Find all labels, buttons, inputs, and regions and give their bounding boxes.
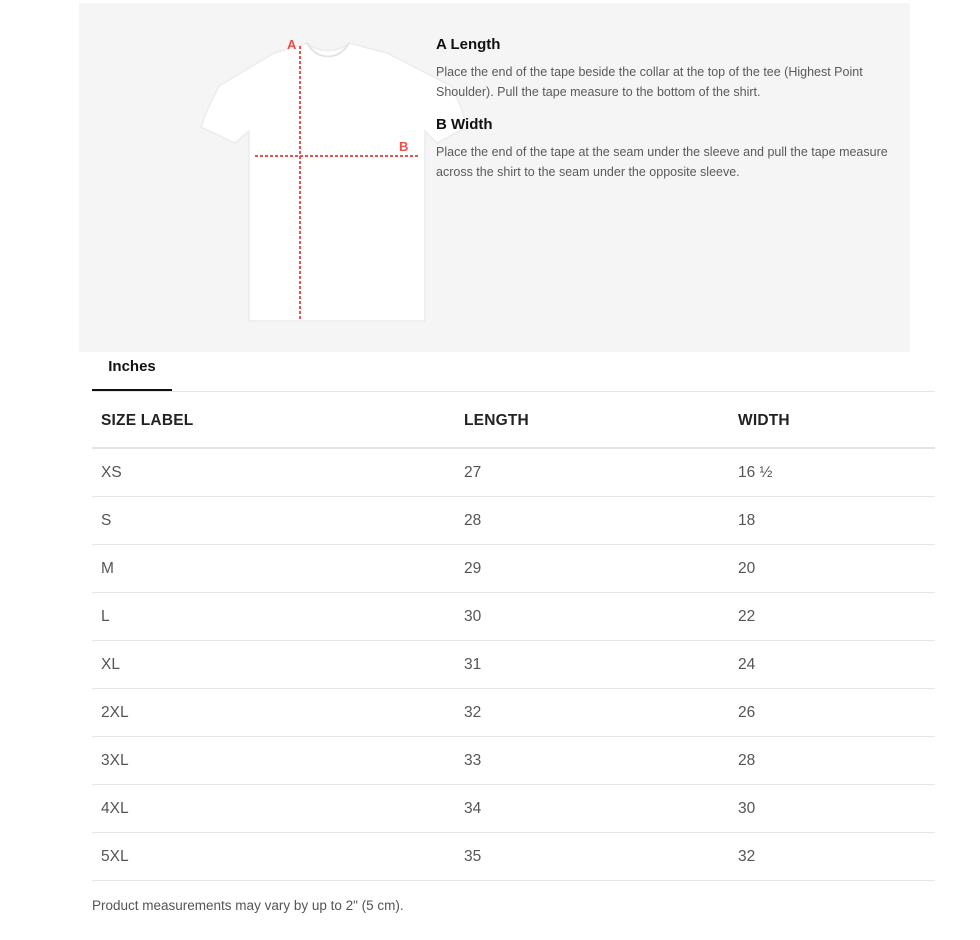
cell-width: 24 <box>729 641 935 689</box>
unit-tabs <box>92 352 935 392</box>
cell-width: 22 <box>729 593 935 641</box>
cell-width: 18 <box>729 497 935 545</box>
table-row <box>92 689 935 737</box>
cell-size: 3XL <box>92 737 455 785</box>
cell-width: 32 <box>729 833 935 881</box>
measurement-guide <box>79 3 910 352</box>
cell-length: 30 <box>455 593 729 641</box>
cell-size: S <box>92 497 455 545</box>
table-row <box>92 785 935 833</box>
cell-length: 29 <box>455 545 729 593</box>
cell-length: 31 <box>455 641 729 689</box>
length-marker-label: A <box>287 37 297 52</box>
tab-inches[interactable]: Inches <box>92 352 172 391</box>
cell-size: 4XL <box>92 785 455 833</box>
cell-size: 2XL <box>92 689 455 737</box>
measurement-note: Product measurements may vary by up to 2" (5 cm). <box>92 898 404 913</box>
cell-length: 35 <box>455 833 729 881</box>
cell-size: 5XL <box>92 833 455 881</box>
cell-size: L <box>92 593 455 641</box>
length-text: Place the end of the tape beside the collar at the top of the tee (Highest Point Shoulder). Pull the tape measure to the bottom of the shirt. <box>436 65 863 99</box>
header-width: WIDTH <box>729 395 935 448</box>
width-marker-label: B <box>399 139 409 154</box>
length-title: A Length <box>436 36 501 53</box>
cell-length: 28 <box>455 497 729 545</box>
cell-length: 33 <box>455 737 729 785</box>
table-header-row <box>92 395 935 448</box>
width-text: Place the end of the tape at the seam under the sleeve and pull the tape measure across the shirt to the seam under the opposite sleeve. <box>436 145 888 179</box>
table-row <box>92 833 935 881</box>
table-row <box>92 593 935 641</box>
header-size-label: SIZE LABEL <box>92 395 455 448</box>
cell-size: M <box>92 545 455 593</box>
table-row <box>92 545 935 593</box>
size-table <box>92 395 935 881</box>
cell-width: 30 <box>729 785 935 833</box>
measurement-instructions <box>436 36 891 182</box>
cell-length: 32 <box>455 689 729 737</box>
width-title: B Width <box>436 116 493 133</box>
table-row <box>92 737 935 785</box>
table-row <box>92 448 935 497</box>
cell-length: 34 <box>455 785 729 833</box>
cell-size: XS <box>92 448 455 497</box>
cell-size: XL <box>92 641 455 689</box>
tshirt-silhouette <box>201 43 467 321</box>
cell-width: 26 <box>729 689 935 737</box>
cell-width: 16 ½ <box>729 448 935 497</box>
table-row <box>92 641 935 689</box>
cell-width: 28 <box>729 737 935 785</box>
cell-length: 27 <box>455 448 729 497</box>
header-length: LENGTH <box>455 395 729 448</box>
cell-width: 20 <box>729 545 935 593</box>
table-row <box>92 497 935 545</box>
